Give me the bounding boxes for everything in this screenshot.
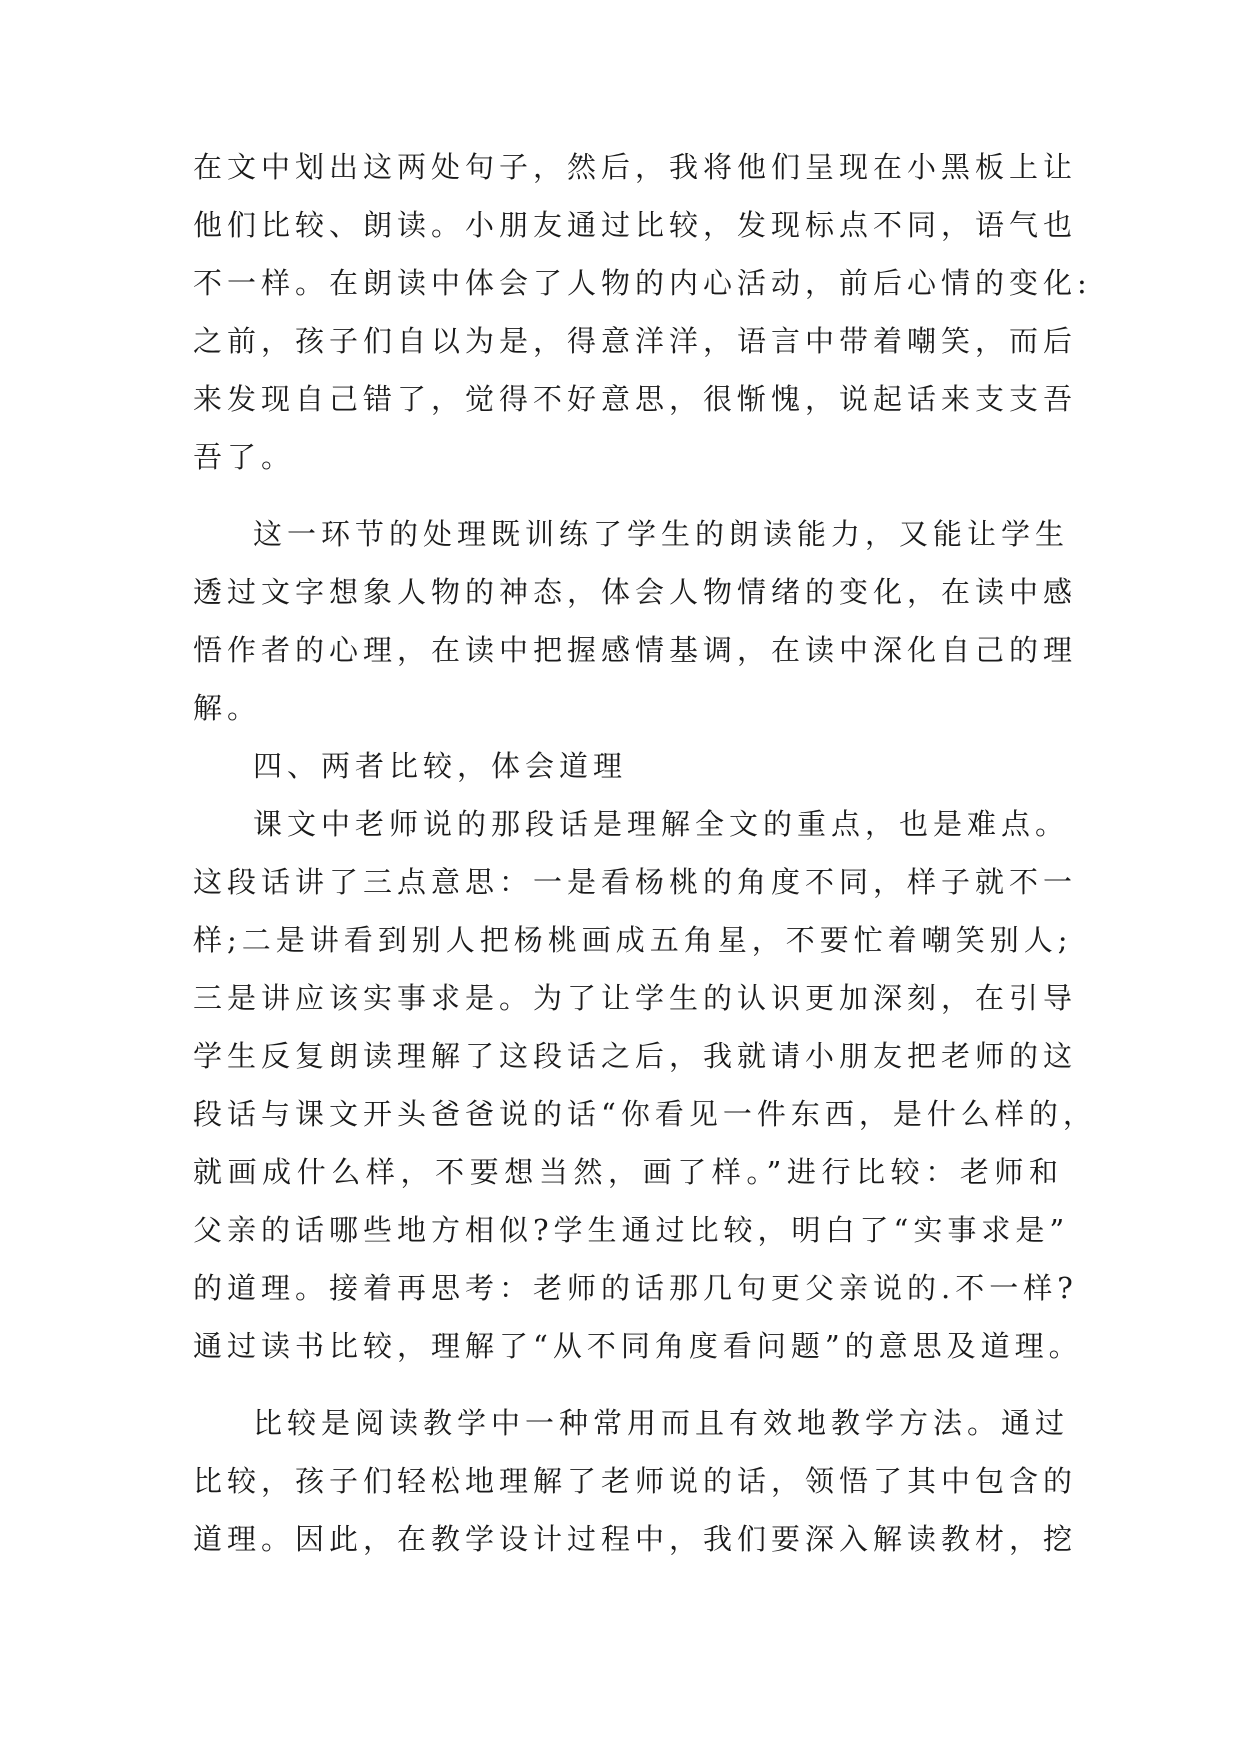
text-line: 这一环节的处理既训练了学生的朗读能力，又能让学生	[253, 517, 1070, 551]
text-line: 这段话讲了三点意思：一是看杨桃的角度不同，样子就不一	[193, 865, 1078, 899]
text-line: 解。	[193, 691, 262, 725]
text-line: 的道理。接着再思考：老师的话那几句更父亲说的.不一样?	[193, 1271, 1078, 1305]
text-line: 在文中划出这两处句子，然后，我将他们呈现在小黑板上让	[193, 150, 1078, 184]
text-line: 道理。因此，在教学设计过程中，我们要深入解读教材，挖	[193, 1522, 1078, 1556]
text-line: 父亲的话哪些地方相似?学生通过比较，明白了“实事求是”	[193, 1213, 1070, 1247]
text-line: 学生反复朗读理解了这段话之后，我就请小朋友把老师的这	[193, 1039, 1078, 1073]
text-line: 段话与课文开头爸爸说的话“你看见一件东西，是什么样的，	[193, 1097, 1097, 1131]
text-line: 透过文字想象人物的神态，体会人物情绪的变化，在读中感	[193, 575, 1078, 609]
text-line: 就画成什么样，不要想当然，画了样。”进行比较：老师和	[193, 1155, 1063, 1189]
text-line: 吾了。	[193, 440, 296, 474]
text-line: 三是讲应该实事求是。为了让学生的认识更加深刻，在引导	[193, 981, 1078, 1015]
text-line: 样;二是讲看到别人把杨桃画成五角星，不要忙着嘲笑别人;	[193, 923, 1073, 957]
text-line: 悟作者的心理，在读中把握感情基调，在读中深化自己的理	[193, 633, 1078, 667]
text-line: 他们比较、朗读。小朋友通过比较，发现标点不同，语气也	[193, 208, 1078, 242]
section-heading: 四、两者比较，体会道理	[253, 749, 628, 783]
text-line: 不一样。在朗读中体会了人物的内心活动，前后心情的变化:	[193, 266, 1092, 300]
text-line: 课文中老师说的那段话是理解全文的重点，也是难点。	[253, 807, 1070, 841]
text-line: 比较是阅读教学中一种常用而且有效地教学方法。通过	[253, 1406, 1070, 1440]
text-line: 通过读书比较，理解了“从不同角度看问题”的意思及道理。	[193, 1329, 1083, 1363]
text-line: 来发现自己错了，觉得不好意思，很惭愧，说起话来支支吾	[193, 382, 1078, 416]
text-line: 比较，孩子们轻松地理解了老师说的话，领悟了其中包含的	[193, 1464, 1078, 1498]
text-line: 之前，孩子们自以为是，得意洋洋，语言中带着嘲笑，而后	[193, 324, 1078, 358]
